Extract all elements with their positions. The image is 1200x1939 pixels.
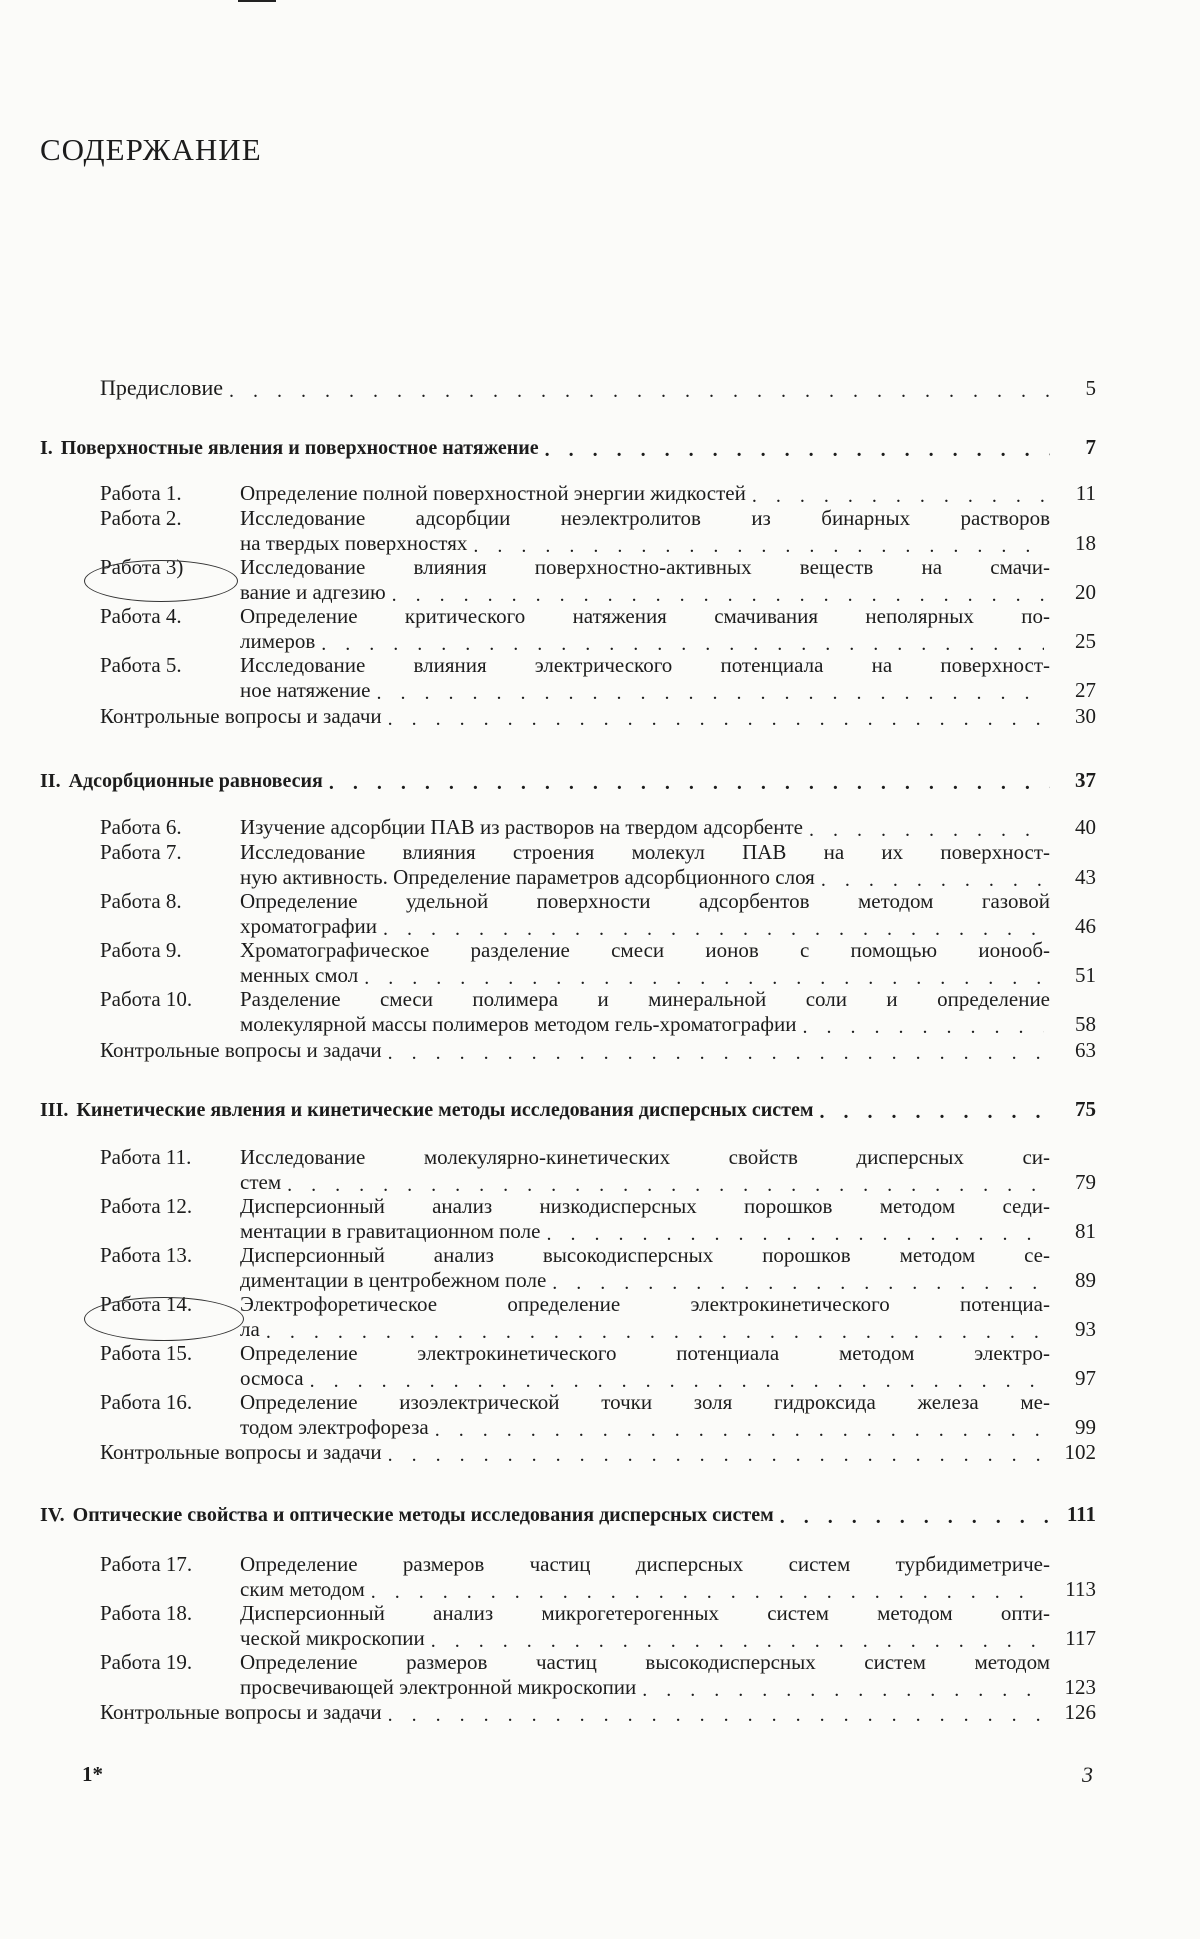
page-number: 3 xyxy=(1082,1762,1093,1787)
chapter-title: Кинетические явления и кинетические методы исследования дисперсных систем xyxy=(76,1099,814,1121)
page-title: СОДЕРЖАНИЕ xyxy=(40,132,262,167)
leader-dots xyxy=(266,1322,1044,1342)
toc-chapter[interactable] xyxy=(40,1502,1096,1527)
leader-dots xyxy=(752,486,1044,506)
chapter-number: III. xyxy=(40,1099,69,1121)
signature-mark: 1* xyxy=(82,1762,103,1786)
chapter-title: Оптические свойства и оптические методы исследования дисперсных систем xyxy=(72,1504,774,1526)
work-title-line: осмоса xyxy=(240,1366,304,1390)
leader-dots xyxy=(310,1371,1044,1391)
questions-page: 126 xyxy=(1064,1700,1096,1724)
work-page: 81 xyxy=(1075,1219,1096,1243)
work-label: Работа 7. xyxy=(100,840,182,864)
work-title-line: вание и адгезию xyxy=(240,580,386,604)
work-title-line: стем xyxy=(240,1170,282,1194)
toc-questions[interactable] xyxy=(100,1700,1096,1725)
work-title-line: Исследование влияния поверхностно-активных веществ на смачи- xyxy=(240,555,1050,579)
preface-label: Предисловие xyxy=(100,375,223,400)
work-title-line: Дисперсионный анализ микрогетерогенных систем методом опти- xyxy=(240,1601,1050,1625)
leader-dots xyxy=(780,1507,1050,1527)
hand-circle-mark xyxy=(84,560,238,602)
work-label: Работа 10. xyxy=(100,987,193,1011)
leader-dots xyxy=(383,919,1044,939)
chapter-number: IV. xyxy=(40,1504,65,1526)
toc-work-item[interactable] xyxy=(100,1145,1096,1195)
work-title-line: хроматографии xyxy=(240,914,377,938)
work-page: 79 xyxy=(1075,1170,1096,1194)
work-title-line: Дисперсионный анализ высокодисперсных порошков методом се- xyxy=(240,1243,1050,1267)
chapter-page: 75 xyxy=(1075,1097,1096,1121)
work-label: Работа 5. xyxy=(100,653,182,677)
leader-dots xyxy=(388,709,1050,729)
toc-work-item[interactable] xyxy=(100,653,1096,703)
work-title-line: на твердых поверхностях xyxy=(240,531,468,555)
work-page: 18 xyxy=(1075,531,1096,555)
work-title-line: менных смол xyxy=(240,963,359,987)
work-title-line: ла xyxy=(240,1317,260,1341)
questions-page: 63 xyxy=(1075,1038,1096,1062)
work-page: 46 xyxy=(1075,914,1096,938)
work-title-line: Исследование молекулярно-кинетических свойств дисперсных си- xyxy=(240,1145,1050,1169)
work-title-line: Хроматографическое разделение смеси ионов с помощью ионооб- xyxy=(240,938,1050,962)
work-title-line: просвечивающей электронной микроскопии xyxy=(240,1675,637,1699)
top-rule xyxy=(238,0,276,2)
leader-dots xyxy=(377,683,1045,703)
work-page: 27 xyxy=(1075,678,1096,702)
leader-dots xyxy=(809,820,1044,840)
toc-work-item[interactable] xyxy=(100,1650,1096,1700)
work-title-line: ное натяжение xyxy=(240,678,371,702)
work-title-line: ную активность. Определение параметров адсорбционного слоя xyxy=(240,865,815,889)
leader-dots xyxy=(371,1582,1044,1602)
chapter-page: 7 xyxy=(1085,435,1096,459)
work-title-line: диментации в центробежном поле xyxy=(240,1268,547,1292)
preface-page: 5 xyxy=(1085,376,1096,400)
work-title-line: Исследование влияния электрического потенциала на поверхност- xyxy=(240,653,1050,677)
work-page: 43 xyxy=(1075,865,1096,889)
work-page: 40 xyxy=(1075,815,1096,839)
toc-work-item[interactable] xyxy=(100,987,1096,1037)
work-label: Работа 4. xyxy=(100,604,182,628)
chapter-title: Поверхностные явления и поверхностное натяжение xyxy=(60,437,539,459)
leader-dots xyxy=(431,1631,1044,1651)
work-label: Работа 11. xyxy=(100,1145,192,1169)
work-label: Работа 2. xyxy=(100,506,182,530)
work-page: 11 xyxy=(1075,481,1096,505)
work-label: Работа 18. xyxy=(100,1601,193,1625)
toc-chapter[interactable] xyxy=(40,1097,1096,1122)
toc-work-item[interactable] xyxy=(100,481,1096,506)
leader-dots xyxy=(392,585,1044,605)
work-label: Работа 17. xyxy=(100,1552,193,1576)
leader-dots xyxy=(821,870,1044,890)
toc-questions[interactable] xyxy=(100,1440,1096,1465)
work-title-line: ментации в гравитационном поле xyxy=(240,1219,541,1243)
work-title-line: Определение размеров частиц высокодисперсных систем методом xyxy=(240,1650,1050,1674)
toc-chapter[interactable] xyxy=(40,435,1096,460)
hand-circle-mark xyxy=(84,1297,244,1341)
toc-work-item[interactable] xyxy=(100,1552,1096,1602)
questions-page: 102 xyxy=(1064,1440,1096,1464)
chapter-page: 37 xyxy=(1075,768,1096,792)
work-title-line: Определение полной поверхностной энергии жидкостей xyxy=(240,481,746,505)
work-label: Работа 6. xyxy=(100,815,182,839)
work-label: Работа 8. xyxy=(100,889,182,913)
work-title-line: Определение электрокинетического потенциала методом электро- xyxy=(240,1341,1050,1365)
work-page: 99 xyxy=(1075,1415,1096,1439)
toc-work-item[interactable] xyxy=(100,604,1096,654)
work-page: 89 xyxy=(1075,1268,1096,1292)
work-title-line: тодом электрофореза xyxy=(240,1415,429,1439)
toc-work-item[interactable] xyxy=(100,1390,1096,1440)
chapter-title: Адсорбционные равновесия xyxy=(68,770,323,792)
work-page: 51 xyxy=(1075,963,1096,987)
work-page: 58 xyxy=(1075,1012,1096,1036)
work-page: 113 xyxy=(1065,1577,1096,1601)
work-label: Работа 14. xyxy=(100,1292,193,1316)
chapter-number: I. xyxy=(40,437,53,459)
work-label: Работа 3) xyxy=(100,555,184,579)
work-label: Работа 19. xyxy=(100,1650,193,1674)
questions-label: Контрольные вопросы и задачи xyxy=(100,1440,382,1464)
work-title-line: Разделение смеси полимера и минеральной соли и определение xyxy=(240,987,1050,1011)
leader-dots xyxy=(388,1705,1050,1725)
work-label: Работа 13. xyxy=(100,1243,193,1267)
work-title-line: лимеров xyxy=(240,629,316,653)
work-page: 25 xyxy=(1075,629,1096,653)
work-title-line: молекулярной массы полимеров методом гель-хроматографии xyxy=(240,1012,797,1036)
toc-work-item[interactable] xyxy=(100,555,1096,605)
work-page: 20 xyxy=(1075,580,1096,604)
leader-dots xyxy=(642,1680,1044,1700)
leader-dots xyxy=(287,1175,1044,1195)
toc-questions[interactable] xyxy=(100,704,1096,729)
work-label: Работа 9. xyxy=(100,938,182,962)
work-title-line: Исследование адсорбции неэлектролитов из бинарных растворов xyxy=(240,506,1050,530)
toc-work-item[interactable] xyxy=(100,815,1096,840)
toc-work-item[interactable] xyxy=(100,1243,1096,1293)
toc-work-item[interactable] xyxy=(100,1292,1096,1342)
work-title-line: Дисперсионный анализ низкодисперсных порошков методом седи- xyxy=(240,1194,1050,1218)
work-title-line: Исследование влияния строения молекул ПАВ на их поверхност- xyxy=(240,840,1050,864)
leader-dots xyxy=(435,1420,1044,1440)
leader-dots xyxy=(473,536,1044,556)
leader-dots xyxy=(546,1224,1044,1244)
toc-chapter[interactable] xyxy=(40,768,1096,793)
leader-dots xyxy=(802,1017,1044,1037)
leader-dots xyxy=(388,1043,1050,1063)
work-title-line: Определение размеров частиц дисперсных систем турбидиметриче- xyxy=(240,1552,1050,1576)
work-page: 97 xyxy=(1075,1366,1096,1390)
work-label: Работа 16. xyxy=(100,1390,193,1414)
questions-label: Контрольные вопросы и задачи xyxy=(100,1038,382,1062)
work-page: 93 xyxy=(1075,1317,1096,1341)
questions-label: Контрольные вопросы и задачи xyxy=(100,1700,382,1724)
toc-work-item[interactable] xyxy=(100,840,1096,890)
work-label: Работа 1. xyxy=(100,481,182,505)
toc-work-item[interactable] xyxy=(100,938,1096,988)
leader-dots xyxy=(364,968,1044,988)
leader-dots xyxy=(329,773,1050,793)
leader-dots xyxy=(388,1445,1050,1465)
leader-dots xyxy=(321,634,1044,654)
toc-preface[interactable] xyxy=(100,375,1096,401)
work-page: 123 xyxy=(1064,1675,1096,1699)
chapter-page: 111 xyxy=(1066,1502,1096,1526)
work-title-line: Определение критического натяжения смачивания неполярных по- xyxy=(240,604,1050,628)
work-label: Работа 15. xyxy=(100,1341,193,1365)
chapter-number: II. xyxy=(40,770,61,792)
toc-work-item[interactable] xyxy=(100,1194,1096,1244)
leader-dots xyxy=(552,1273,1044,1293)
questions-label: Контрольные вопросы и задачи xyxy=(100,704,382,728)
toc-work-item[interactable] xyxy=(100,506,1096,556)
work-title-line: Определение изоэлектрической точки золя гидроксида железа ме- xyxy=(240,1390,1050,1414)
leader-dots xyxy=(229,381,1050,401)
toc-work-item[interactable] xyxy=(100,889,1096,939)
toc-work-item[interactable] xyxy=(100,1601,1096,1651)
toc-work-item[interactable] xyxy=(100,1341,1096,1391)
leader-dots xyxy=(545,440,1050,460)
work-title-line: Определение удельной поверхности адсорбентов методом газовой xyxy=(240,889,1050,913)
work-title-line: ческой микроскопии xyxy=(240,1626,425,1650)
toc-questions[interactable] xyxy=(100,1038,1096,1063)
work-title-line: Электрофоретическое определение электрокинетического потенциа- xyxy=(240,1292,1050,1316)
work-title-line: ским методом xyxy=(240,1577,365,1601)
work-title-line: Изучение адсорбции ПАВ из растворов на твердом адсорбенте xyxy=(240,815,803,839)
work-page: 117 xyxy=(1065,1626,1096,1650)
leader-dots xyxy=(819,1102,1050,1122)
work-label: Работа 12. xyxy=(100,1194,193,1218)
questions-page: 30 xyxy=(1075,704,1096,728)
